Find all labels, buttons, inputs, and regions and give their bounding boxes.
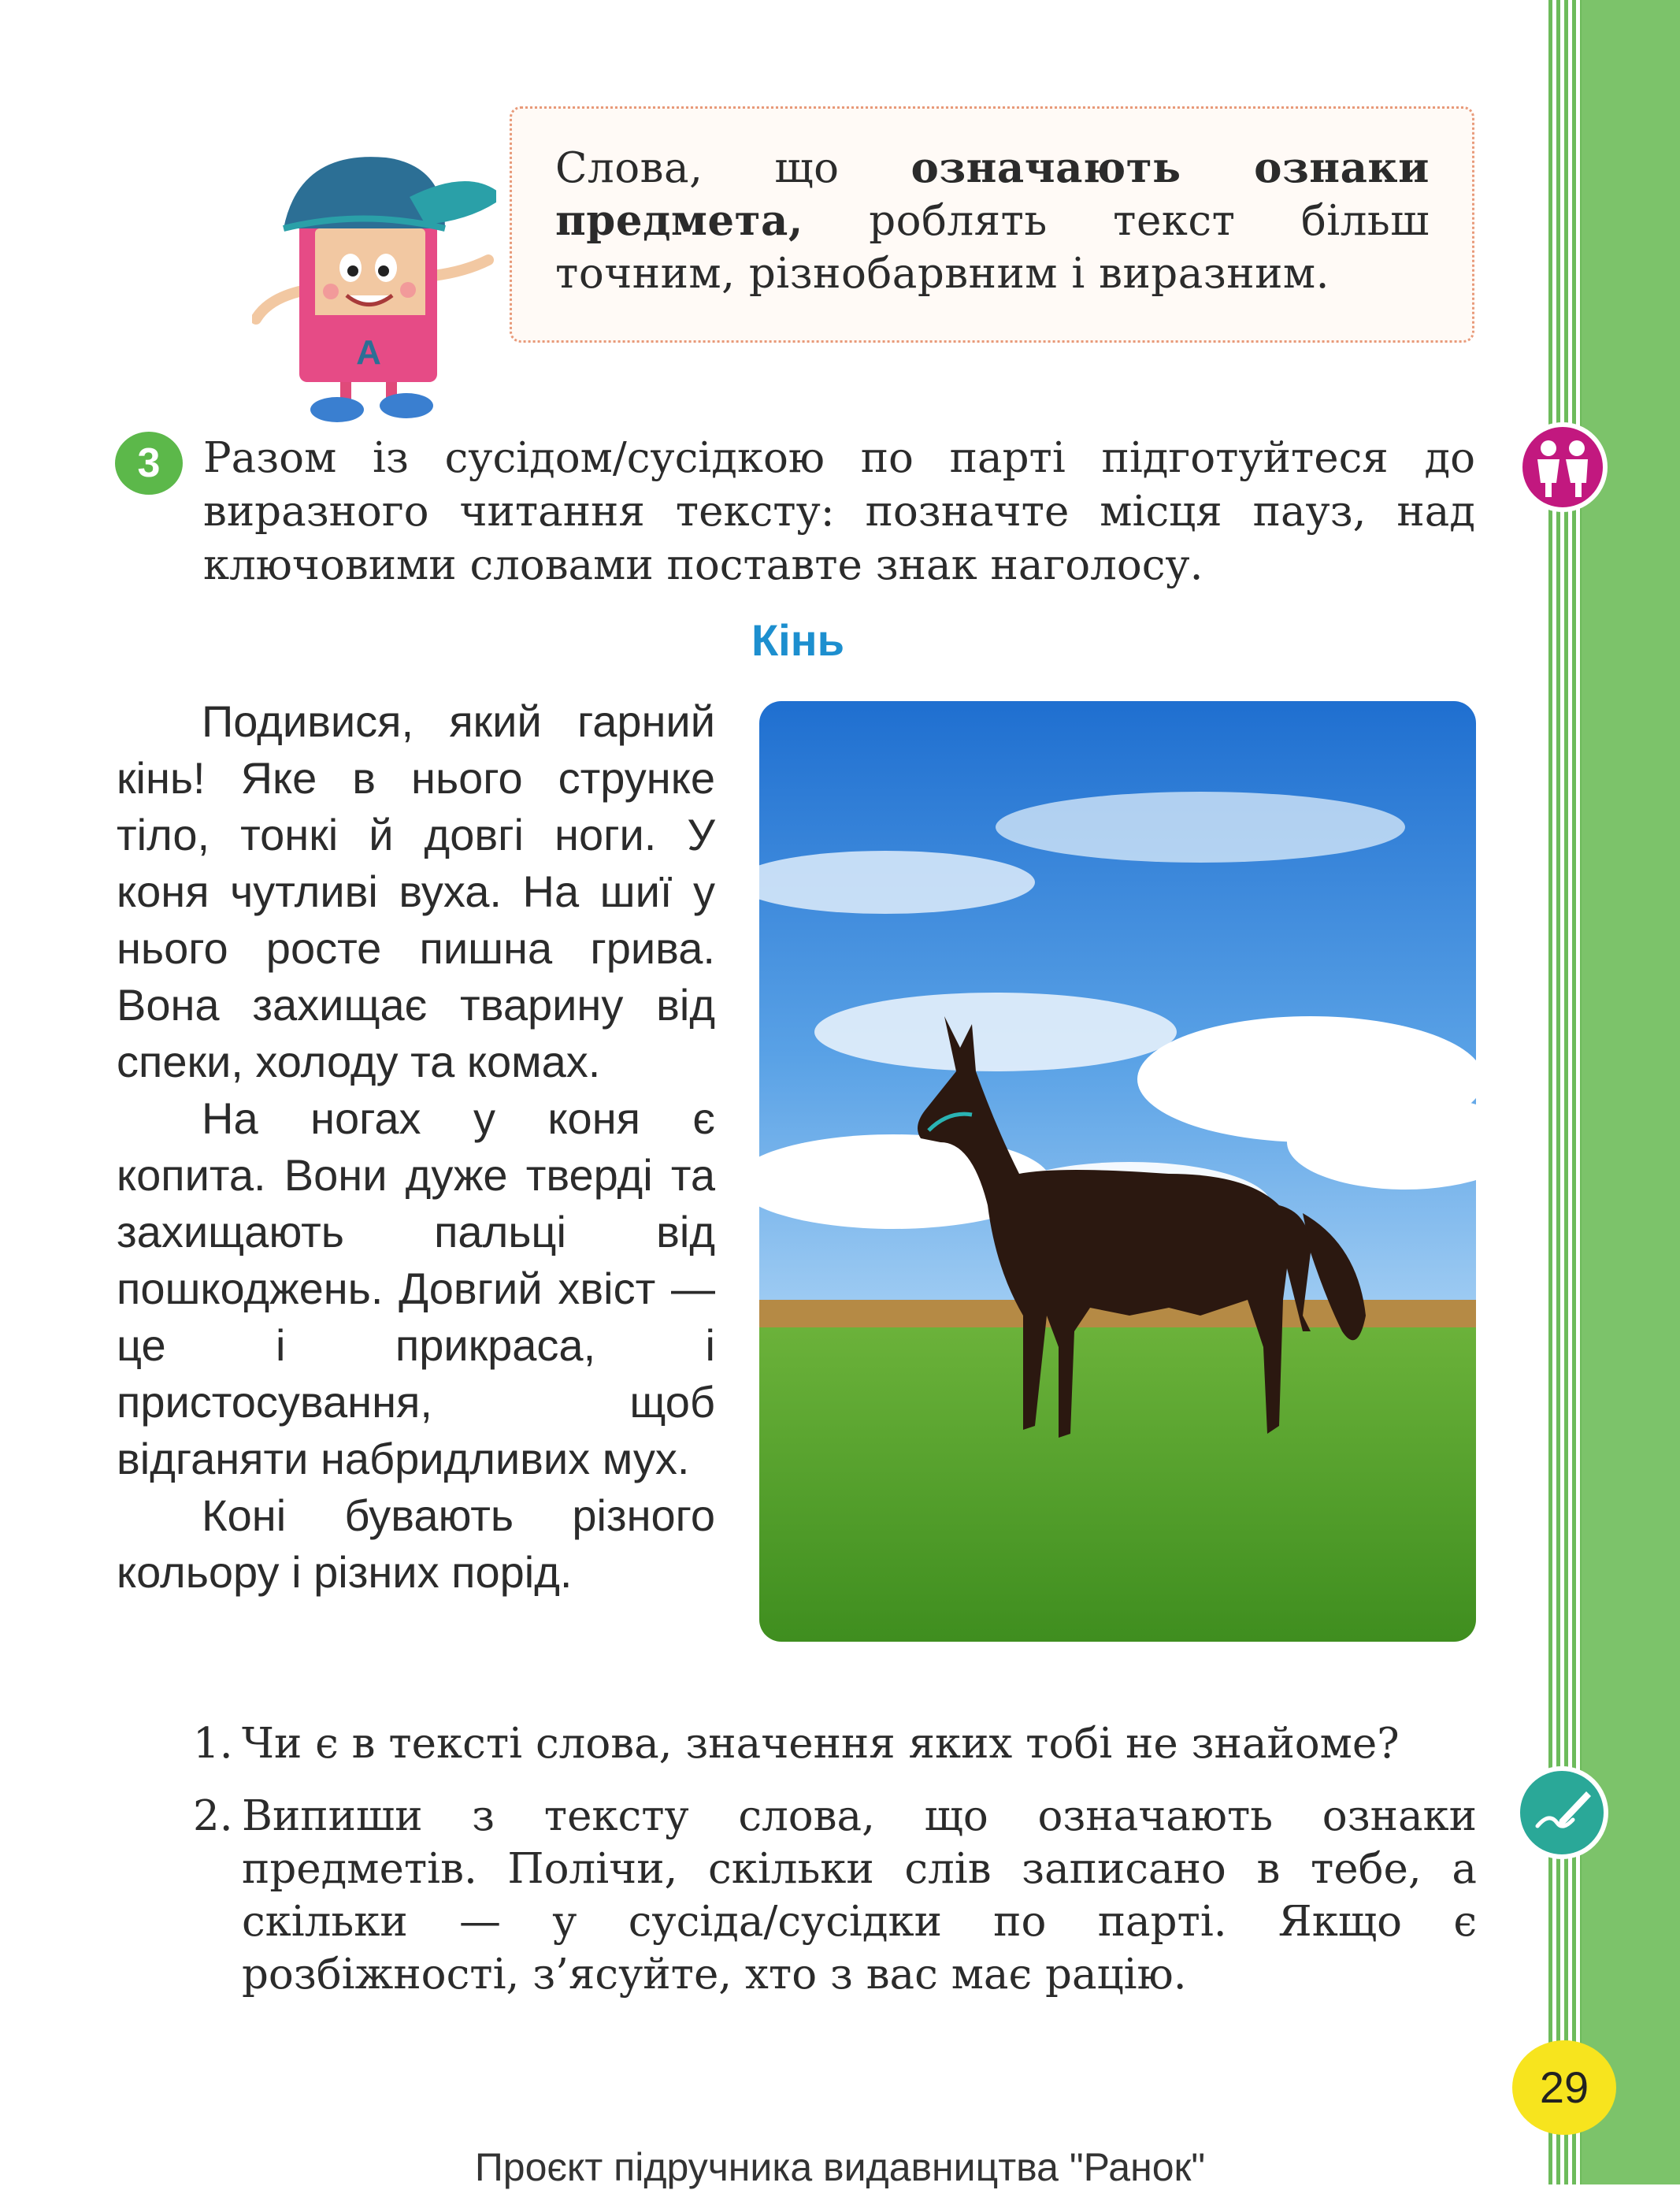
story-title: Кінь	[751, 615, 844, 665]
task-instruction: Разом із сусідом/сусідкою по парті підготуйтеся до виразного читання тексту: позначте місця пауз, над ключовими словами поставте знак наголосу.	[203, 434, 1475, 589]
story-paragraph-1: Подивися, який гарний кінь! Яке в нього струнке тіло, тонкі й довгі ноги. У коня чутливі вуха. На шиї у нього росте пишна грива. Вона захищає тварину від спеки, холоду та комах.	[117, 696, 715, 1086]
question-1-number: 1.	[193, 1720, 233, 1768]
rule-text	[555, 142, 1430, 300]
footer-text: Проєкт підручника видавництва "Ранок"	[474, 2145, 1206, 2189]
rule-text-part2: роблять текст більш точним, різнобарвним і виразним.	[555, 197, 1430, 298]
horse-photo	[759, 701, 1476, 1642]
story-paragraph-2: На ногах у коня є копита. Вони дуже тверді та захищають пальці від пошкоджень. Довгий хвіст — це і прикраса, і пристосування, щоб відганяти набридливих мух.	[117, 1093, 715, 1483]
question-2-text: Випиши з тексту слова, що означають ознаки предметів. Полічи, скільки слів записано в тебе, а скільки — у сусіда/сусідки по парті. Якщо є розбіжності, з’ясуйте, хто з вас має рацію.	[242, 1792, 1477, 1999]
writing-icon	[1514, 1765, 1610, 1861]
story-paragraph-3: Коні бувають різного кольору і різних порід.	[117, 1490, 715, 1597]
page-number: 29	[1512, 2040, 1616, 2135]
question-2-number: 2.	[193, 1792, 233, 1840]
rule-text-part1: Слова, що	[555, 144, 911, 192]
question-2	[193, 1790, 1477, 2001]
story-text	[117, 693, 715, 1601]
mascot-letter: А	[356, 333, 381, 372]
task-number-badge: 3	[115, 432, 183, 495]
question-1-text: Чи є в тексті слова, значення яких тобі не знайоме?	[242, 1720, 1400, 1768]
pair-work-icon	[1517, 421, 1608, 513]
question-1	[193, 1717, 1477, 1770]
rule-text-bold: означають ознаки предмета,	[555, 143, 1430, 245]
book-mascot-illustration	[252, 134, 496, 433]
